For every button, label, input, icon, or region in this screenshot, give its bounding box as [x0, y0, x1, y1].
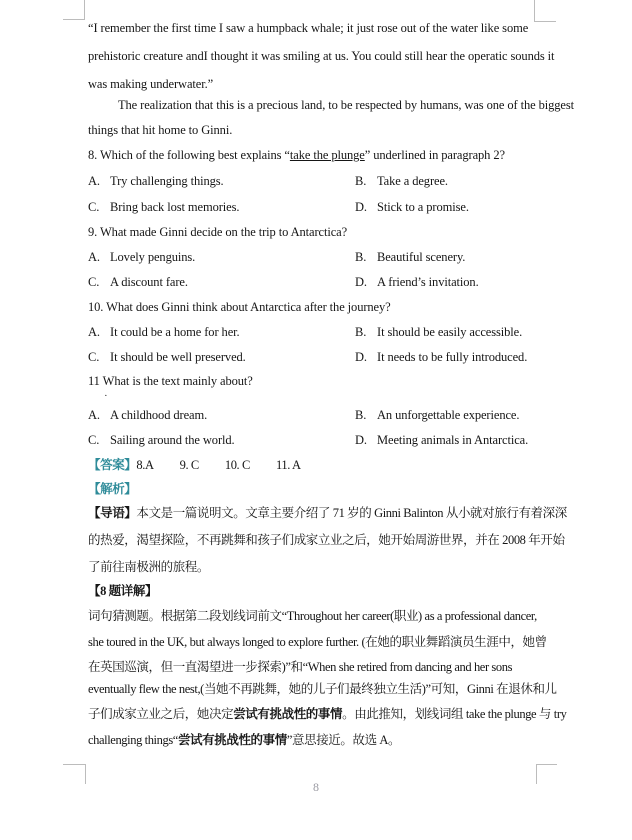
question-8-stem: [88, 147, 505, 164]
option-label: C.: [88, 200, 100, 214]
option-label: A.: [88, 174, 100, 188]
answers-heading: 【答案】: [88, 458, 137, 472]
analysis-intro-line: 的热爱，渴望探险，不再跳舞和孩子们成家立业之后，她开始周游世界，并在 2008 年开始: [88, 533, 565, 547]
detail-line: eventually flew the nest,(当她不再跳舞，她的儿子们最终独立生活)”可知，Ginni 在退休和儿: [88, 682, 557, 696]
option-label: B.: [355, 325, 367, 339]
crop-mark-top-right: [534, 0, 556, 22]
option-text: It needs to be fully introduced.: [377, 350, 528, 364]
question-8-options-ab: [88, 173, 558, 190]
option-a: [88, 325, 240, 339]
option-text: Stick to a promise.: [377, 200, 469, 214]
option-text: Meeting animals in Antarctica.: [377, 433, 529, 447]
intro-text: 本文是一篇说明文。文章主要介绍了 71 岁的 Ginni Balinton 从小就对旅行有着深深: [136, 506, 567, 520]
detail-tail-before: 子们成家立业之后，她决定: [88, 707, 234, 721]
option-label: B.: [355, 250, 367, 264]
option-label: B.: [355, 174, 367, 188]
option-text: Bring back lost memories.: [110, 200, 240, 214]
option-label: D.: [355, 275, 367, 289]
question-10-options-cd: [88, 349, 558, 366]
detail-line: 在英国巡演，但一直渴望进一步探索)”和“When she retired from dancing and her sons: [88, 660, 513, 674]
question-11-options-cd: [88, 432, 558, 449]
detail-last-after: ”意思接近。故选 A。: [286, 733, 401, 747]
option-text: A childhood dream.: [110, 408, 208, 422]
detail-line: [88, 706, 566, 723]
option-label: D.: [355, 200, 367, 214]
option-d: [355, 432, 528, 449]
option-label: B.: [355, 408, 367, 422]
question-10-stem: 10. What does Ginni think about Antarctica after the journey?: [88, 300, 391, 314]
question-9-stem: 9. What made Ginni decide on the trip to Antarctica?: [88, 225, 348, 239]
passage-line: “I remember the first time I saw a humpback whale; it just rose out of the water like some: [88, 21, 529, 35]
option-label: C.: [88, 275, 100, 289]
option-b: [355, 249, 465, 266]
option-label: A.: [88, 408, 100, 422]
option-b: [355, 324, 522, 341]
answer-item: 11. A: [275, 458, 301, 472]
passage-line: things that hit home to Ginni.: [88, 123, 233, 137]
answer-item: 9. C: [179, 458, 199, 472]
detail-tail-bold: 尝试有挑战性的事情: [233, 707, 343, 721]
question-8-options-cd: [88, 199, 558, 216]
option-a: [88, 174, 224, 188]
option-label: A.: [88, 325, 100, 339]
option-text: A friend’s invitation.: [377, 275, 479, 289]
answer-item: 8.A: [136, 458, 154, 472]
option-text: Beautiful scenery.: [377, 250, 466, 264]
passage-line: The realization that this is a precious land, to be respected by humans, was one of the biggest: [118, 98, 574, 112]
answers-row: [88, 457, 327, 474]
option-text: Sailing around the world.: [110, 433, 235, 447]
question-8-underlined-phrase: take the plunge: [289, 148, 365, 162]
detail-last-bold: 尝试有挑战性的事情: [177, 733, 287, 747]
analysis-intro-line: [88, 505, 567, 522]
option-text: It should be well preserved.: [110, 350, 246, 364]
option-d: [355, 274, 479, 291]
option-text: Try challenging things.: [110, 174, 224, 188]
option-b: [355, 173, 448, 190]
detail-heading: 【8 题详解】: [88, 584, 158, 598]
option-text: A discount fare.: [110, 275, 188, 289]
detail-line: 词句猜测题。根据第二段划线词前文“Throughout her career(职业) as a professional dancer,: [88, 609, 537, 623]
passage-line: prehistoric creature andI thought it was smiling at us. You could still hear the operatic sounds it: [88, 49, 555, 63]
option-d: [355, 349, 527, 366]
option-label: A.: [88, 250, 100, 264]
passage-line: was making underwater.”: [88, 77, 214, 91]
intro-label: 【导语】: [88, 506, 137, 520]
option-label: D.: [355, 350, 367, 364]
question-10-options-ab: [88, 324, 558, 341]
option-text: Lovely penguins.: [110, 250, 196, 264]
option-a: [88, 250, 195, 264]
detail-last-before: challenging things“: [88, 733, 178, 747]
option-text: It could be a home for her.: [110, 325, 240, 339]
option-c: [88, 200, 239, 214]
question-8-stem-before: 8. Which of the following best explains “: [88, 148, 290, 162]
question-8-stem-after: ” underlined in paragraph 2?: [364, 148, 505, 162]
page-number: 8: [313, 780, 319, 794]
option-d: [355, 199, 469, 216]
option-text: It should be easily accessible.: [377, 325, 523, 339]
detail-line: she toured in the UK, but always longed to explore further. (在她的职业舞蹈演员生涯中，她曾: [88, 635, 547, 649]
option-text: An unforgettable experience.: [377, 408, 520, 422]
option-c: [88, 275, 188, 289]
option-text: Take a degree.: [377, 174, 448, 188]
question-9-options-cd: [88, 274, 558, 291]
answer-item: 10. C: [224, 458, 250, 472]
question-9-options-ab: [88, 249, 558, 266]
detail-tail-after: 。由此推知，划线词组 take the plunge 与 try: [342, 707, 567, 721]
option-label: C.: [88, 350, 100, 364]
option-label: D.: [355, 433, 367, 447]
option-a: [88, 408, 207, 422]
stray-dot: ·: [104, 390, 108, 402]
option-c: [88, 433, 235, 447]
crop-mark-top-left: [63, 0, 85, 20]
question-11-options-ab: [88, 407, 558, 424]
analysis-heading: 【解析】: [88, 482, 137, 496]
question-11-stem: 11 What is the text mainly about?: [88, 374, 253, 388]
option-c: [88, 350, 246, 364]
detail-line: [88, 732, 400, 749]
analysis-intro-line: 了前往南极洲的旅程。: [88, 560, 210, 574]
option-label: C.: [88, 433, 100, 447]
option-b: [355, 407, 519, 424]
